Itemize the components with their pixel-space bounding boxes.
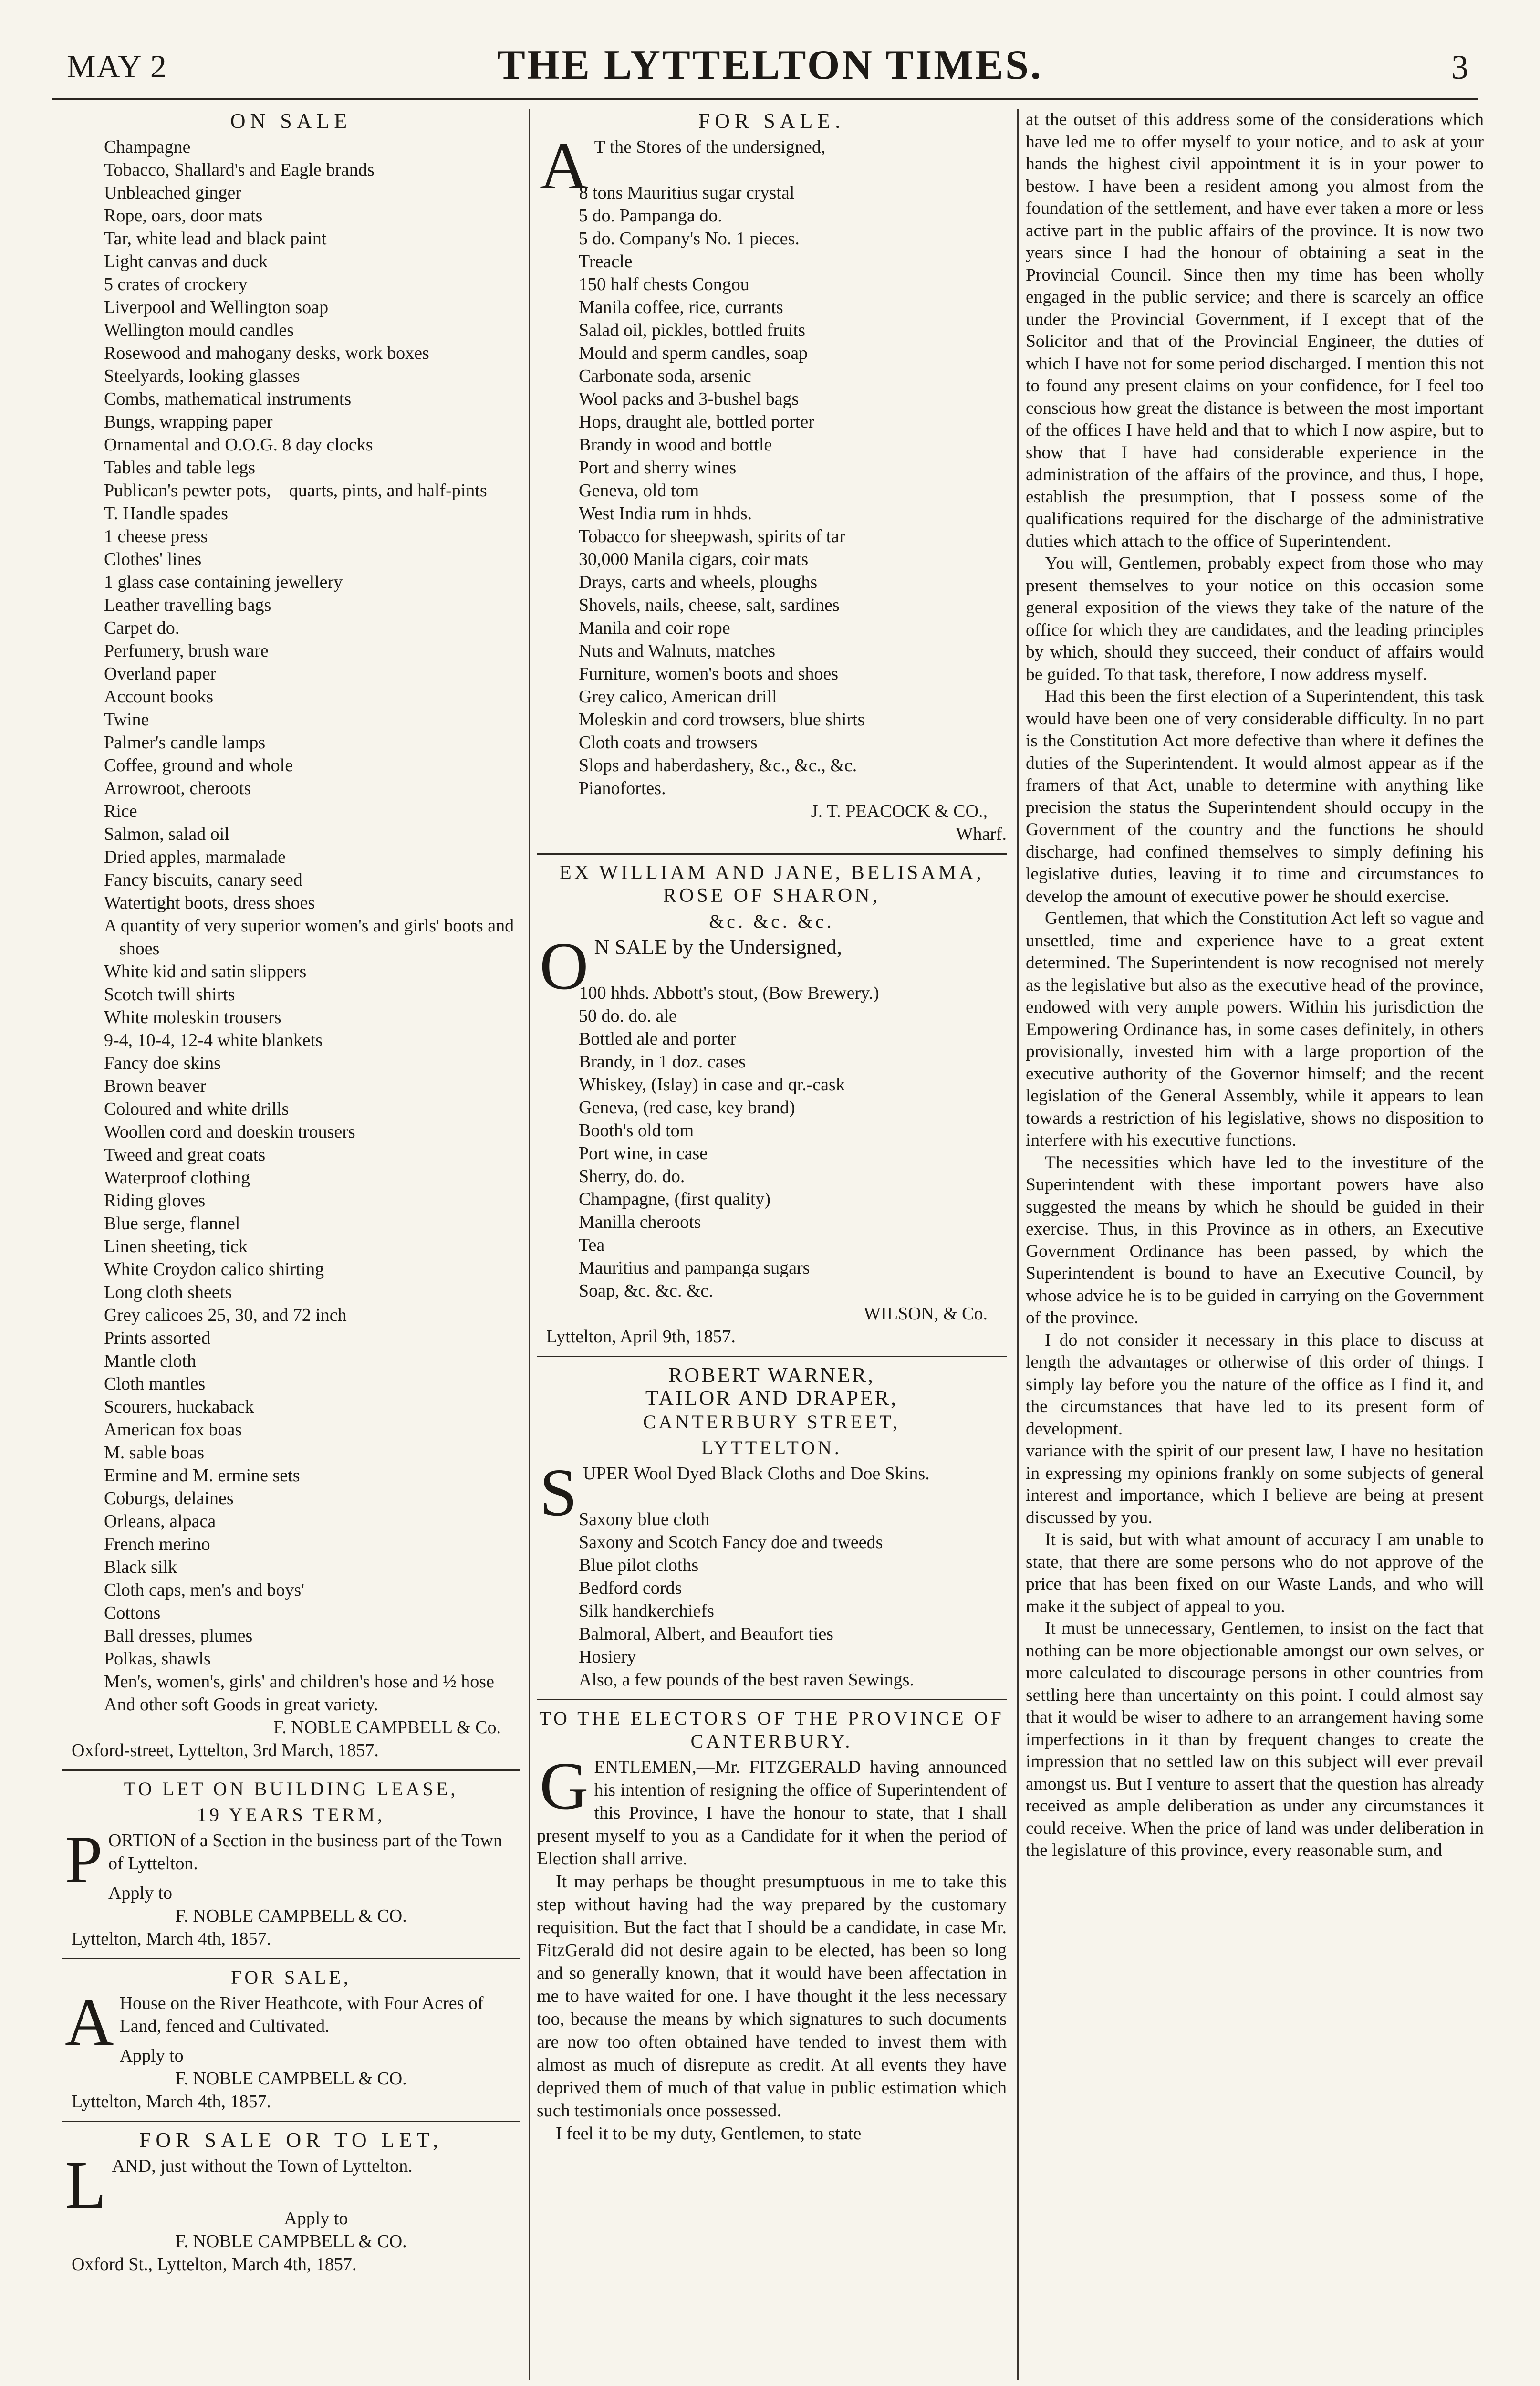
list-item: 5 do. Pampanga do. (579, 206, 722, 226)
list-item: Champagne, (first quality) (579, 1189, 771, 1209)
list-item: Slops and haberdashery, &c., &c., &c. (579, 755, 857, 775)
list-item: 150 half chests Congou (579, 274, 749, 294)
on-sale-list (62, 136, 520, 1716)
list-item: Fancy doe skins (104, 1053, 221, 1073)
list-item: Woollen cord and doeskin trousers (104, 1122, 355, 1142)
list-item: Balmoral, Albert, and Beaufort ties (579, 1624, 833, 1644)
address-paragraph: I do not consider it necessary in this place to discuss at length the advantages or otherwise of this order of things. I simply lay before you the nature of the office as I find it, and the circumstances that have led to its present form of development. (1026, 1330, 1484, 1439)
section-rule (537, 1356, 1007, 1357)
drop-cap: O (540, 928, 589, 1004)
list-item: Whiskey, (Islay) in case and qr.-cask (579, 1075, 845, 1095)
list-item: Brandy, in 1 doz. cases (579, 1052, 746, 1072)
list-item: And other soft Goods in great variety. (104, 1695, 378, 1715)
advertiser-name: F. NOBLE CAMPBELL & CO. (175, 2231, 407, 2251)
list-item: Prints assorted (104, 1328, 210, 1348)
list-item: Manila coffee, rice, currants (579, 297, 783, 317)
list-item: Treacle (579, 251, 633, 272)
advert-text: ORTION of a Section in the business part of the Town of Lyttelton. (108, 1831, 502, 1873)
masthead (0, 0, 1540, 105)
list-item: Sherry, do. do. (579, 1166, 685, 1186)
list-item: 30,000 Manila cigars, coir mats (579, 549, 809, 569)
list-item: Coffee, ground and whole (104, 755, 293, 775)
list-item: Perfumery, brush ware (104, 641, 269, 661)
list-item: Cloth caps, men's and boys' (104, 1580, 305, 1600)
list-item: Black silk (104, 1557, 177, 1577)
list-item: 9-4, 10-4, 12-4 white blankets (104, 1030, 323, 1050)
list-item: Cloth coats and trowsers (579, 733, 758, 753)
list-item: Waterproof clothing (104, 1168, 250, 1188)
paragraph-text: ENTLEMEN,—Mr. FITZGERALD having announced his intention of resigning the office of Superintendent of this Province, I have the honour to state, that I shall present myself to you as a Candidate for it when the period of Election shall arrive. (537, 1757, 1007, 1869)
list-item: Moleskin and cord trowsers, blue shirts (579, 710, 865, 730)
list-item: Polkas, shawls (104, 1649, 211, 1669)
list-item: Bedford cords (579, 1578, 682, 1598)
dateline: Lyttelton, April 9th, 1857. (546, 1327, 736, 1347)
list-item: Manilla cheroots (579, 1212, 701, 1232)
list-item: 1 glass case containing jewellery (104, 572, 343, 592)
list-item: Ermine and M. ermine sets (104, 1465, 300, 1486)
list-item: Clothes' lines (104, 549, 202, 569)
list-item: Cottons (104, 1603, 161, 1623)
tailor-street: CANTERBURY STREET, (643, 1411, 901, 1433)
list-item: 1 cheese press (104, 526, 208, 546)
page-number: 3 (1451, 48, 1468, 86)
address-paragraph: It may perhaps be thought presumptuous in me to take this step without having had the way prepared by the customary requisition. But the fact that I should be a candidate, in case Mr. FitzGerald did not desire again to be elected, has been so long and so generally known, that it would have been affectation in me to have waited for one. I have thought it the less necessary too, because the means by which signatures to such documents are now too often obtained have tended to invest them with almost as much of disrepute as credit. At all events they have deprived them of much of that value in public estimation which such testimonials once possessed. (537, 1872, 1007, 2121)
list-item: Saxony blue cloth (579, 1509, 710, 1529)
drop-cap: L (65, 2147, 106, 2222)
list-item: Grey calico, American drill (579, 687, 777, 707)
address-paragraph: Had this been the first election of a Superintendent, this task would have been one of very considerable difficulty. In no part is the Constitution Act more defective than where it defines the duties of the Superintendent. It would almost appear as if the framers of that Act, unable to determine with anything like precision the status the Superintendent should occupy in the Government of the country and the functions he should discharge, had confined themselves to simply defining his legislative duties, leaving it to time and circumstances to develop the amount of executive power he should exercise. (1026, 687, 1484, 906)
advert-text: UPER Wool Dyed Black Cloths and Doe Skins. (583, 1464, 930, 1484)
list-item: Tweed and great coats (104, 1145, 266, 1165)
list-item: Carbonate soda, arsenic (579, 366, 751, 386)
section-rule (537, 1699, 1007, 1700)
wilson-advert (537, 861, 1007, 1348)
list-item: Bungs, wrapping paper (104, 412, 273, 432)
list-item: Carpet do. (104, 618, 180, 638)
goods-list (537, 1508, 1007, 1691)
apply-to: Apply to (284, 2208, 348, 2229)
list-item: Soap, &c. &c. &c. (579, 1281, 713, 1301)
tailor-name: ROBERT WARNER, (668, 1363, 875, 1387)
advertiser-name: WILSON, & Co. (864, 1304, 988, 1324)
peacock-for-sale-advert (537, 110, 1007, 846)
list-item: Ball dresses, plumes (104, 1626, 253, 1646)
electors-address (537, 1707, 1007, 2145)
section-rule (537, 853, 1007, 855)
list-item: Tar, white lead and black paint (104, 229, 327, 249)
list-item: Steelyards, looking glasses (104, 366, 300, 386)
dateline: Oxford St., Lyttelton, March 4th, 1857. (72, 2254, 357, 2274)
list-item: A quantity of very superior women's and girls' boots and shoes (104, 916, 514, 959)
list-item: Also, a few pounds of the best raven Sewings. (579, 1670, 914, 1690)
list-item: Mantle cloth (104, 1351, 197, 1371)
list-item: Grey calicoes 25, 30, and 72 inch (104, 1305, 347, 1325)
list-item: West India rum in hhds. (579, 503, 752, 523)
list-item: Riding gloves (104, 1191, 206, 1211)
list-item: Publican's pewter pots,—quarts, pints, and half-pints (104, 481, 487, 501)
list-item: Blue pilot cloths (579, 1555, 699, 1575)
on-sale-heading: ON SALE (230, 109, 352, 133)
tailor-trade: TAILOR AND DRAPER, (645, 1386, 898, 1410)
list-item: Account books (104, 687, 214, 707)
column-3 (1026, 109, 1484, 1862)
drop-cap: G (540, 1748, 589, 1823)
building-lease-advert (62, 1778, 520, 1950)
list-item: Coburgs, delaines (104, 1488, 234, 1508)
list-item: Palmer's candle lamps (104, 733, 266, 753)
list-item: Geneva, (red case, key brand) (579, 1098, 795, 1118)
drop-cap: P (65, 1821, 103, 1897)
list-item: Bottled ale and porter (579, 1029, 737, 1049)
sale-or-let-advert (62, 2129, 520, 2276)
sale-or-let-heading: FOR SALE OR TO LET, (139, 2128, 443, 2152)
list-item: Long cloth sheets (104, 1282, 232, 1302)
list-item: Nuts and Walnuts, matches (579, 641, 776, 661)
list-item: Port and sherry wines (579, 458, 737, 478)
address-paragraph: at the outset of this address some of the considerations which have led me to offer myself to your notice, and to ask at your hands the highest civil appointment it is in your power to bestow. I have been a resident among you almost from the foundation of the settlement, and have ever taken a more or less active part in the public affairs of the province. It is now two years since I had the honour of obtaining a seat in the Provincial Council. Since then my time has been wholly engaged in the public service; and there is scarcely an office under the Provincial Government, if I except that of the Solicitor and that of the Provincial Engineer, the duties of which I have not for some period discharged. I mention this not to found any present claims on your confidence, for I feel too conscious how great the distance is between the most important of the offices I have held and that to which I now aspire, but to show that I have had considerable experience in the administration of the affairs of the province, and thus, I hope, establish the presumption, that I possess some of the qualifications required for the discharge of the administrative duties which attach to the office of Superintendent. (1026, 110, 1484, 551)
house-for-sale-advert (62, 1966, 520, 2113)
house-for-sale-heading: FOR SALE, (231, 1967, 351, 1988)
column-1 (62, 109, 520, 2276)
list-item: Shovels, nails, cheese, salt, sardines (579, 595, 840, 615)
apply-to: Apply to (108, 1883, 173, 1903)
on-sale-advert (62, 110, 520, 1762)
section-rule (62, 2121, 520, 2122)
advert-text: N SALE by the Undersigned, (594, 935, 842, 959)
advertiser-name: F. NOBLE CAMPBELL & Co. (273, 1717, 501, 1737)
list-item: Light canvas and duck (104, 251, 268, 272)
section-rule (62, 1769, 520, 1771)
list-item: 5 do. Company's No. 1 pieces. (579, 229, 800, 249)
list-item: Furniture, women's boots and shoes (579, 664, 839, 684)
list-item: Manila and coir rope (579, 618, 730, 638)
list-item: French merino (104, 1534, 210, 1554)
list-item: Rice (104, 801, 137, 821)
list-item: 8 tons Mauritius sugar crystal (579, 183, 795, 203)
advertiser-name: F. NOBLE CAMPBELL & CO. (175, 2069, 407, 2089)
list-item: Hops, draught ale, bottled porter (579, 412, 814, 432)
list-item: Salmon, salad oil (104, 824, 229, 844)
address-paragraph: I feel it to be my duty, Gentlemen, to state (556, 2124, 862, 2144)
list-item: Scotch twill shirts (104, 984, 235, 1005)
list-item: Silk handkerchiefs (579, 1601, 714, 1621)
list-item: Blue serge, flannel (104, 1214, 240, 1234)
list-item: 50 do. do. ale (579, 1006, 677, 1026)
list-item: Fancy biscuits, canary seed (104, 870, 302, 890)
newspaper-title: THE LYTTELTON TIMES. (497, 42, 1043, 88)
tailor-town: LYTTELTON. (701, 1437, 842, 1458)
list-item: Salad oil, pickles, bottled fruits (579, 320, 805, 340)
masthead-rule (52, 98, 1478, 100)
list-item: Wool packs and 3-bushel bags (579, 389, 799, 409)
drop-cap: A (65, 1984, 114, 2060)
list-item: Drays, carts and wheels, ploughs (579, 572, 818, 592)
issue-date: MAY 2 (67, 48, 167, 84)
list-item: Ornamental and O.O.G. 8 day clocks (104, 435, 373, 455)
list-item: American fox boas (104, 1420, 242, 1440)
list-item: White moleskin trousers (104, 1007, 281, 1027)
address-paragraph: Gentlemen, that which the Constitution Act left so vague and unsettled, time and experience have to a great extent determined. The Superintendent is now recognised not merely as the legislative but also as the executive head of the province, endowed with very ample powers. Within his jurisdiction the Empowering Ordinance has, in some cases definitely, in others provisionally, invested him with a large proportion of the executive authority of the Governor himself; and the recent legislation of the General Assembly, while it appears to lean towards a restriction of his legislative, shows no disposition to interfere with his executive functions. (1026, 909, 1484, 1150)
list-item: M. sable boas (104, 1443, 205, 1463)
section-rule (62, 1958, 520, 1959)
list-item: Hosiery (579, 1647, 636, 1667)
list-item: 5 crates of crockery (104, 274, 248, 294)
list-item: Brandy in wood and bottle (579, 435, 772, 455)
list-item: Tobacco for sheepwash, spirits of tar (579, 526, 845, 546)
list-item: Scourers, huckaback (104, 1397, 254, 1417)
list-item: Port wine, in case (579, 1143, 708, 1163)
list-item: Linen sheeting, tick (104, 1236, 248, 1256)
list-item: Booth's old tom (579, 1120, 694, 1141)
list-item: Saxony and Scotch Fancy doe and tweeds (579, 1532, 883, 1552)
drop-cap: A (540, 128, 589, 203)
list-item: Liverpool and Wellington soap (104, 297, 329, 317)
list-item: 100 hhds. Abbott's stout, (Bow Brewery.) (579, 983, 879, 1003)
list-item: Leather travelling bags (104, 595, 271, 615)
advert-text: AND, just without the Town of Lyttelton. (112, 2156, 413, 2176)
list-item: Dried apples, marmalade (104, 847, 286, 867)
list-item: T. Handle spades (104, 503, 228, 523)
list-item: Watertight boots, dress shoes (104, 893, 315, 913)
address-paragraph: It is said, but with what amount of accuracy I am unable to state, that there are some persons who do not approve of the price that has been fixed on our Waste Lands, and who will make it the subject of appeal to you. (1026, 1530, 1484, 1616)
electors-heading: TO THE ELECTORS OF THE PROVINCE OF CANTERBURY. (539, 1707, 1004, 1752)
ship-names-heading: EX WILLIAM AND JANE, BELISAMA, ROSE OF SHARON, (559, 862, 984, 907)
building-lease-heading: TO LET ON BUILDING LEASE, (124, 1778, 458, 1800)
list-item: Twine (104, 710, 149, 730)
address-paragraph (537, 1748, 1007, 1870)
list-item: Men's, women's, girls' and children's hose and ½ hose (104, 1672, 494, 1692)
column-divider (1017, 109, 1019, 2380)
list-item: Geneva, old tom (579, 481, 699, 501)
list-item: Tobacco, Shallard's and Eagle brands (104, 160, 375, 180)
goods-list (537, 982, 1007, 1302)
list-item: Unbleached ginger (104, 183, 242, 203)
list-item: Rope, oars, door mats (104, 206, 263, 226)
list-item: Champagne (104, 137, 191, 157)
for-sale-heading: FOR SALE. (698, 109, 845, 133)
list-item: Coloured and white drills (104, 1099, 289, 1119)
list-item: Mould and sperm candles, soap (579, 343, 808, 363)
list-item: Cloth mantles (104, 1374, 206, 1394)
address-paragraph: You will, Gentlemen, probably expect from those who may present themselves to your notice on this occasion some general exposition of the views they take of the nature of the office for which they are candidates, and the leading principles by which, should they succeed, their conduct of affairs would be guided. To that task, therefore, I now address myself. (1026, 554, 1484, 684)
address-paragraph: It must be unnecessary, Gentlemen, to insist on the fact that nothing can be more objectionable amongst our own selves, or more calculated to discourage persons in other countries from settling here than uncertainty on this point. I could almost say that it would be wiser to adhere to an arrangement having some imperfections in it than by frequent changes to create the impression that no settled law on this subject will ever prevail amongst us. But I venture to assert that the question has already received as ample deliberation as under any circumstances it could receive. When the price of land was under deliberation in the legislature of this province, every reasonable sum, and (1026, 1619, 1484, 1860)
list-item: Rosewood and mahogany desks, work boxes (104, 343, 429, 363)
dateline: Oxford-street, Lyttelton, 3rd March, 1857. (72, 1740, 379, 1760)
address-paragraph: The necessities which have led to the investiture of the Superintendent with these important powers have also suggested the means by which he should be guided in their exercise. Thus, in this Province as in others, an Executive Government Ordinance has been passed, by which the Superintendent is bound to have an Executive Council, by whose advice he is to be guided in carrying on the Government of the province. (1026, 1152, 1484, 1328)
list-item: Combs, mathematical instruments (104, 389, 352, 409)
goods-list (537, 181, 1007, 800)
apply-to: Apply to (119, 2046, 184, 2066)
advert-text: T the Stores of the undersigned, (594, 137, 826, 157)
list-item: White kid and satin slippers (104, 962, 307, 982)
address-paragraph: variance with the spirit of our present law, I have no hesitation in expressing my opinions frankly on some subjects of general interest and importance, which I believe are being at present discussed by you. (1026, 1441, 1484, 1528)
advertiser-name: J. T. PEACOCK & CO., (811, 801, 988, 821)
column-2 (537, 109, 1007, 2145)
drop-cap: S (540, 1455, 577, 1530)
building-lease-subheading: 19 YEARS TERM, (197, 1804, 385, 1825)
list-item: Orleans, alpaca (104, 1511, 216, 1531)
dateline: Lyttelton, March 4th, 1857. (72, 2092, 271, 2112)
list-item: Tables and table legs (104, 458, 256, 478)
column-divider (529, 109, 530, 2380)
list-item: White Croydon calico shirting (104, 1259, 324, 1279)
advertiser-name: F. NOBLE CAMPBELL & CO. (175, 1906, 407, 1926)
list-item: Brown beaver (104, 1076, 207, 1096)
list-item: Overland paper (104, 664, 217, 684)
advert-text: House on the River Heathcote, with Four Acres of Land, fenced and Cultivated. (119, 1993, 484, 2036)
list-item: Arrowroot, cheroots (104, 778, 251, 798)
list-item: Pianofortes. (579, 778, 666, 798)
etc-line: &c. &c. &c. (709, 910, 834, 932)
warner-advert (537, 1364, 1007, 1691)
list-item: Mauritius and pampanga sugars (579, 1258, 810, 1278)
dateline: Lyttelton, March 4th, 1857. (72, 1929, 271, 1949)
list-item: Tea (579, 1235, 605, 1255)
list-item: Wellington mould candles (104, 320, 294, 340)
advertiser-address: Wharf. (956, 824, 1007, 844)
